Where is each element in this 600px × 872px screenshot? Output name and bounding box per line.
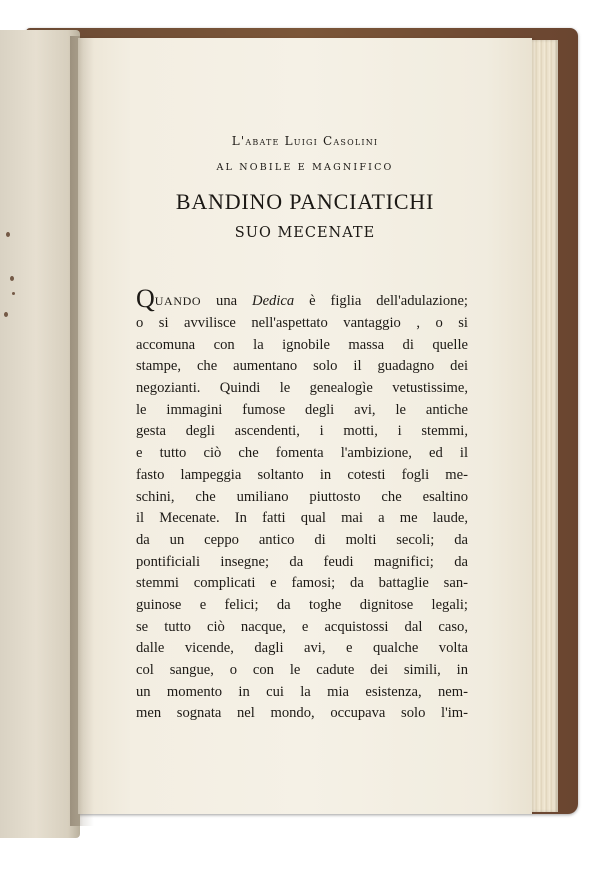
opening-smallcaps: UANDO [154,294,202,308]
text-line: stampe, che aumentano solo il guadagno dei [136,358,468,375]
patron-line: SUO MECENATE [234,225,376,241]
text-line: le immagini fumose degli avi, le antiche [136,401,468,418]
page-edges [528,40,558,812]
text-line-first [136,284,468,313]
text-line: dalle vicende, dagli avi, e qualche volta [136,640,468,657]
left-page [0,30,80,838]
text-line: gesta degli ascendenti, i motti, i stemmi, [136,423,468,440]
text-line: schini, che umiliano piuttosto che esaltino [136,488,468,505]
text-fragment: è figlia dell'adulazione; [294,293,468,309]
text-line: o si avvilisce nell'aspettato vantaggio , o si [136,315,468,331]
text-line: se tutto ciò nacque, e acquistossi dal caso, [136,618,468,635]
foxing-spot [6,232,10,237]
italic-word: Dedica [252,293,295,309]
dropcap: Q [136,284,155,313]
text-line: da un ceppo antico di molti secoli; da [136,531,468,548]
text-line: e tutto ciò che fomenta l'ambizione, ed il [136,445,468,462]
text-line: fasto lampeggia soltanto in cotesti fogli me- [136,466,468,483]
text-line: pontificiali insegne; da feudi magnifici; da [136,553,468,570]
text-line: col sangue, o con le cadute dei simili, in [136,662,468,678]
text-line: guinose e felici; da toghe dignitose legali; [136,596,468,613]
text-line: accomuna con la ignobile massa di quelle [136,336,468,353]
dedication-text [136,284,468,725]
foxing-spot [4,312,8,317]
author-line: L'abate Luigi Casolini [231,134,379,148]
text-line: un momento in cui la mia esistenza, nem- [136,683,468,700]
foxing-spot [12,292,15,295]
text-line: negozianti. Quindi le genealogìe vetustissime, [136,380,468,397]
gutter-shadow [70,36,94,826]
foxing-spot [10,276,14,281]
dedication-line: AL NOBILE E MAGNIFICO [216,162,394,173]
text-line: men sognata nel mondo, occupava solo l'im- [136,705,468,722]
text-line: il Mecenate. In fatti qual mai a me laude, [136,510,468,527]
dedicatee-name: BANDINO PANCIATICHI [175,189,435,214]
text-line: stemmi complicati e famosi; da battaglie san- [136,575,468,592]
text-fragment: una [201,293,253,309]
right-page [78,38,532,814]
